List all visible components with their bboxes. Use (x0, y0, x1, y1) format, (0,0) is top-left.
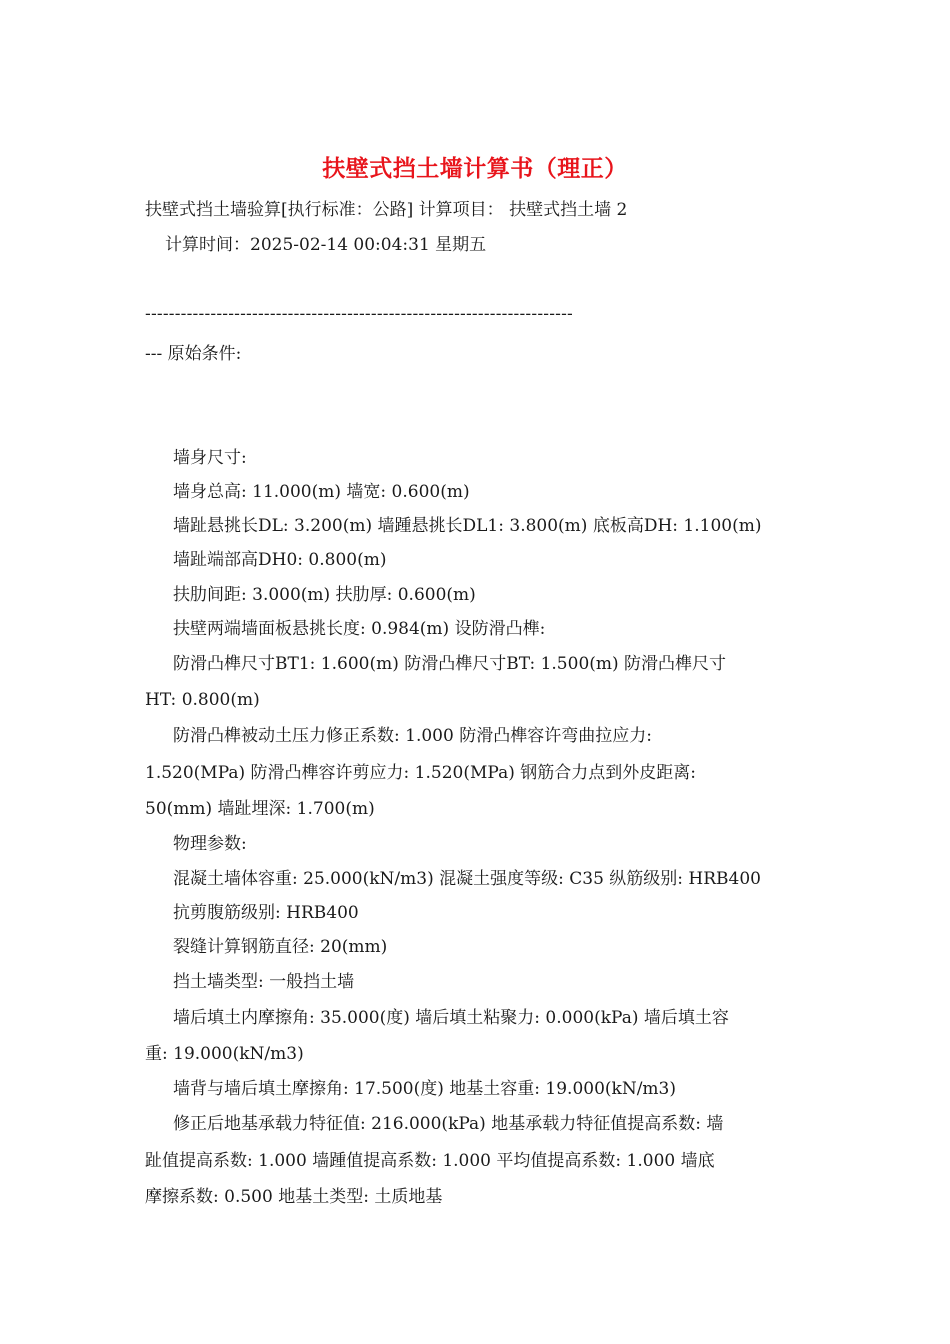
document-title: 扶壁式挡土墙计算书（理正） (322, 155, 628, 182)
header-line-1: 扶壁式挡土墙验算[执行标准：公路] 计算项目： 扶壁式挡土墙 2 (145, 200, 628, 220)
text-line: 50(mm) 墙趾埋深: 1.700(m) (145, 799, 375, 819)
text-line: 墙身尺寸: (173, 448, 247, 468)
text-line: 扶肋间距: 3.000(m) 扶肋厚: 0.600(m) (173, 585, 476, 605)
text-line: 墙后填土内摩擦角: 35.000(度) 墙后填土粘聚力: 0.000(kPa) 墙后填土容 (173, 1008, 729, 1028)
text-line: 墙身总高: 11.000(m) 墙宽: 0.600(m) (173, 482, 470, 502)
text-line: 摩擦系数: 0.500 地基土类型: 土质地基 (145, 1187, 443, 1207)
text-line: 墙背与墙后填土摩擦角: 17.500(度) 地基土容重: 19.000(kN/m3) (173, 1079, 677, 1099)
header-line-2: 计算时间：2025-02-14 00:04:31 星期五 (165, 235, 487, 255)
text-line: 1.520(MPa) 防滑凸榫容许剪应力: 1.520(MPa) 钢筋合力点到外皮距离: (145, 763, 696, 783)
text-line: 墙趾端部高DH0: 0.800(m) (173, 550, 387, 570)
section-heading: --- 原始条件: (145, 344, 242, 364)
text-line: 墙趾悬挑长DL: 3.200(m) 墙踵悬挑长DL1: 3.800(m) 底板高DH: 1.100(m) (173, 516, 762, 536)
text-line: 混凝土墙体容重: 25.000(kN/m3) 混凝土强度等级: C35 纵筋级别: HRB400 (173, 869, 761, 889)
text-line: 重: 19.000(kN/m3) (145, 1044, 304, 1064)
text-line: 修正后地基承载力特征值: 216.000(kPa) 地基承载力特征值提高系数: 墙 (173, 1114, 724, 1134)
text-line: 挡土墙类型: 一般挡土墙 (173, 972, 355, 992)
text-line: 裂缝计算钢筋直径: 20(mm) (173, 937, 388, 957)
text-line: 物理参数: (173, 834, 247, 854)
text-line: HT: 0.800(m) (145, 690, 260, 710)
text-line: 趾值提高系数: 1.000 墙踵值提高系数: 1.000 平均值提高系数: 1.000 墙底 (145, 1151, 715, 1171)
text-line: 防滑凸榫尺寸BT1: 1.600(m) 防滑凸榫尺寸BT: 1.500(m) 防滑凸榫尺寸 (173, 654, 727, 674)
separator-line: ------------------------------------------------------------------------ (145, 304, 573, 324)
text-line: 扶壁两端墙面板悬挑长度: 0.984(m) 设防滑凸榫: (173, 619, 546, 639)
text-line: 抗剪腹筋级别: HRB400 (173, 903, 359, 923)
text-line: 防滑凸榫被动土压力修正系数: 1.000 防滑凸榫容许弯曲拉应力: (173, 726, 652, 746)
